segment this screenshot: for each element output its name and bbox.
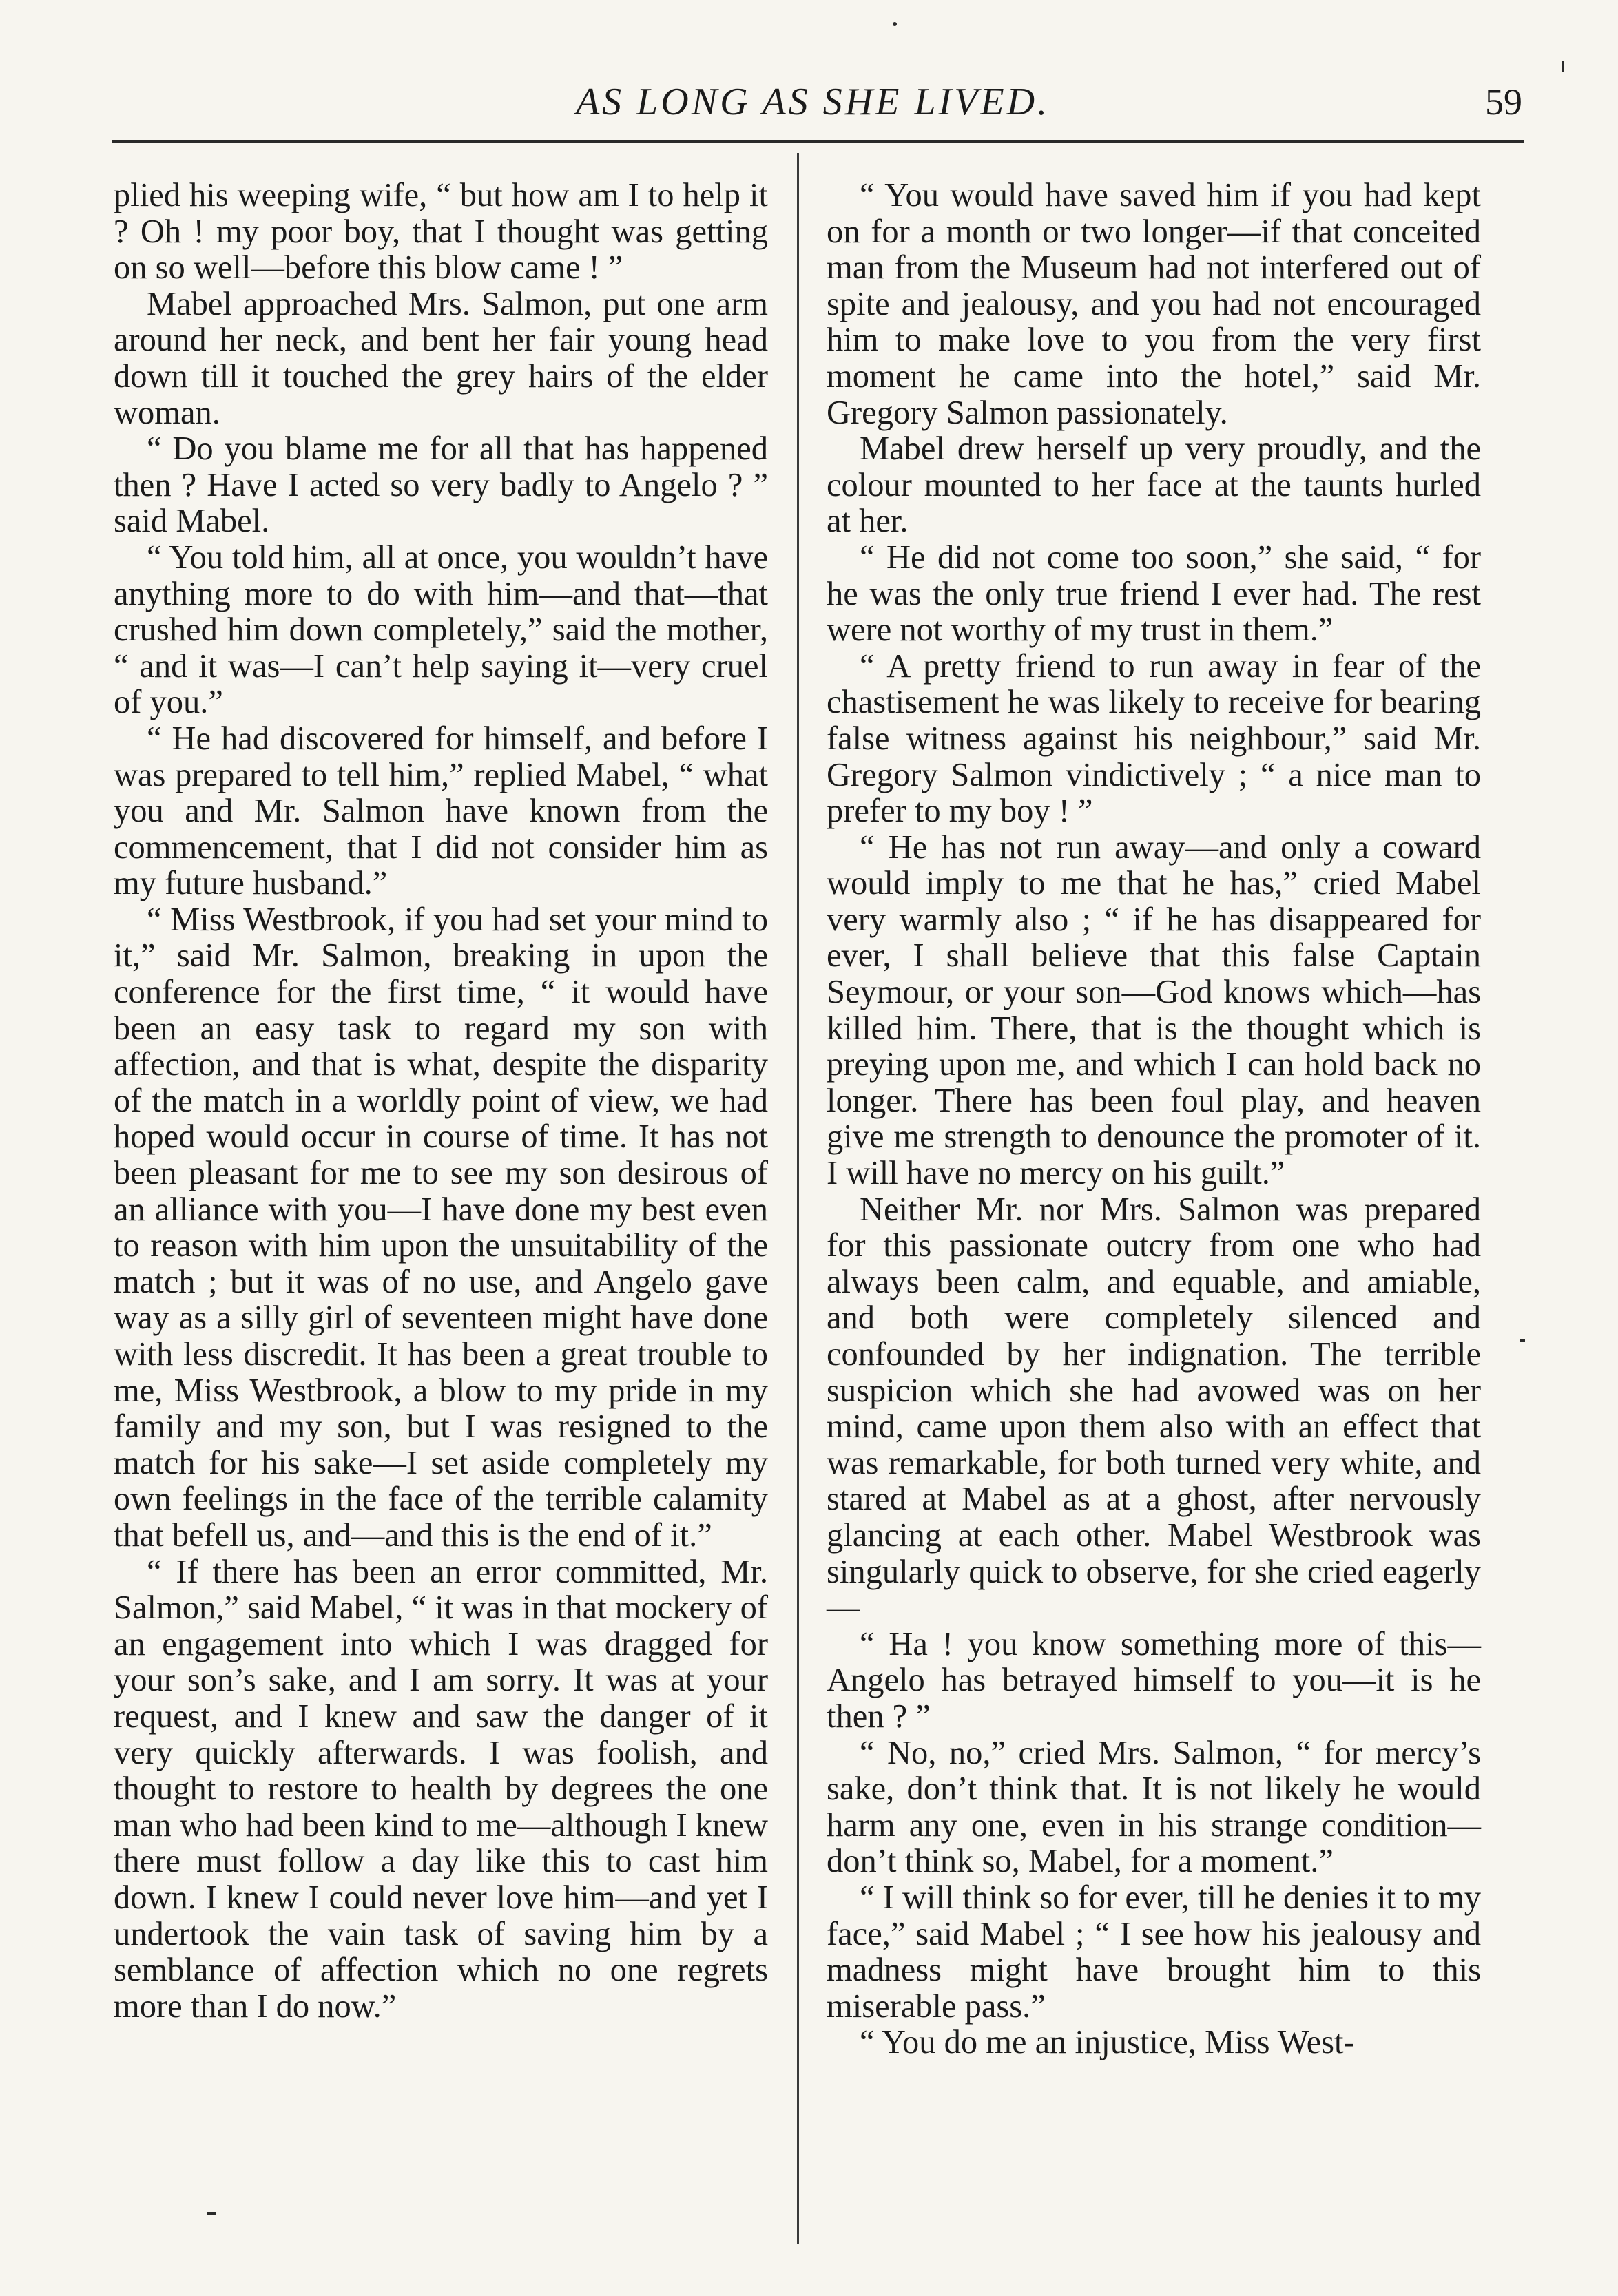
paragraph: plied his weeping wife, “ but how am I to help it ? Oh ! my poor boy, that I thought was getting on so well—before this blow came ! ” <box>114 177 768 286</box>
paragraph: “ Ha ! you know something more of this—Angelo has betrayed himself to you—it is he then ? ” <box>827 1625 1481 1735</box>
paragraph: “ He had discovered for himself, and before I was prepared to tell him,” replied Mabel, “ what you and Mr. Salmon have known from the commencement, that I did not consider him as my future husband.” <box>114 720 768 902</box>
right-column <box>827 178 1481 2061</box>
paragraph: Neither Mr. nor Mrs. Salmon was prepared for this passionate outcry from one who had always been calm, and equable, and amiable, and both were completely silenced and confounded by her indignation. The terrible suspicion which she had avowed was on her mind, came upon them also with an effect that was remarkable, for both turned very white, and stared at Mabel as at a ghost, after nervously glancing at each other. Mabel Westbrook was singularly quick to observe, for she cried eagerly— <box>827 1191 1481 1627</box>
print-speck <box>1520 1339 1525 1342</box>
print-speck <box>1562 61 1564 72</box>
paragraph: “ A pretty friend to run away in fear of the chastisement he was likely to receive for bearing false witness against his neighbour,” said Mr. Gregory Salmon vindictively ; “ a nice man to prefer to my boy ! ” <box>827 647 1481 830</box>
print-speck <box>207 2212 216 2215</box>
paragraph: “ No, no,” cried Mrs. Salmon, “ for mercy’s sake, don’t think that. It is not likely he would harm any one, even in his strange condition—don’t think so, Mabel, for a moment.” <box>827 1734 1481 1880</box>
paragraph: “ You told him, all at once, you wouldn’t have anything more to do with him—and that—that crushed him down completely,” said the mother, “ and it was—I can’t help saying it—very cruel of you.” <box>114 539 768 721</box>
paragraph: “ I will think so for ever, till he denies it to my face,” said Mabel ; “ I see how his jealousy and madness might have brought him to this miserable pass.” <box>827 1879 1481 2025</box>
left-column <box>114 178 768 2025</box>
paragraph: Mabel drew herself up very proudly, and the colour mounted to her face at the taunts hurled at her. <box>827 430 1481 540</box>
paragraph: Mabel approached Mrs. Salmon, put one arm around her neck, and bent her fair young head down till it touched the grey hairs of the elder woman. <box>114 285 768 431</box>
page-number: 59 <box>1485 81 1522 123</box>
paragraph: “ Miss Westbrook, if you had set your mind to it,” said Mr. Salmon, breaking in upon the conference for the first time, “ it would have been an easy task to regard my son with affection, and that is what, despite the disparity of the match in a worldly point of view, we had hoped would occur in course of time. It has not been pleasant for me to see my son desirous of an alliance with you—I have done my best even to reason with him upon the unsuitability of the match ; but it was of no use, and Angelo gave way as a silly girl of seventeen might have done with less discredit. It has been a great trouble to me, Miss Westbrook, a blow to my pride in my family and my son, but I was resigned to the match for his sake—I set aside completely my own feelings in the face of the terrible calamity that befell us, and—and this is the end of it.” <box>114 901 768 1554</box>
paragraph: “ He has not run away—and only a coward would imply to me that he has,” cried Mabel very warmly also ; “ if he has disappeared for ever, I shall believe that this false Captain Seymour, or your son—God knows which—has killed him. There, that is the thought which is preying upon me, and which I can hold back no longer. There has been foul play, and heaven give me strength to denounce the promoter of it. I will have no mercy on his guilt.” <box>827 828 1481 1192</box>
header-rule <box>112 140 1524 143</box>
running-title: AS LONG AS SHE LIVED. <box>575 81 1050 123</box>
paragraph: “ He did not come too soon,” she said, “ for he was the only true friend I ever had. The rest were not worthy of my trust in them.” <box>827 539 1481 649</box>
running-header <box>110 74 1522 129</box>
paragraph: “ If there has been an error committed, Mr. Salmon,” said Mabel, “ it was in that mockery of an engagement into which I was dragged for your son’s sake, and I am sorry. It was at your request, and I knew and saw the danger of it very quickly afterwards. I was foolish, and thought to restore to health by degrees the one man who had been kind to me—although I knew there must follow a day like this to cast him down. I knew I could never love him—and yet I undertook the vain task of saving him by a semblance of affection which no one regrets more than I do now.” <box>114 1553 768 2025</box>
paragraph: “ You do me an injustice, Miss West- <box>860 2024 1355 2061</box>
column-divider <box>797 153 799 2244</box>
paragraph: “ You would have saved him if you had kept on for a month or two longer—if that conceited man from the Museum had not interfered out of spite and jealousy, and you had not encouraged him to make love to you from the very first moment he came into the hotel,” said Mr. Gregory Salmon passionately. <box>827 177 1481 431</box>
print-speck <box>893 22 897 26</box>
paragraph: “ Do you blame me for all that has happened then ? Have I acted so very badly to Angelo ? ” said Mabel. <box>114 430 768 540</box>
